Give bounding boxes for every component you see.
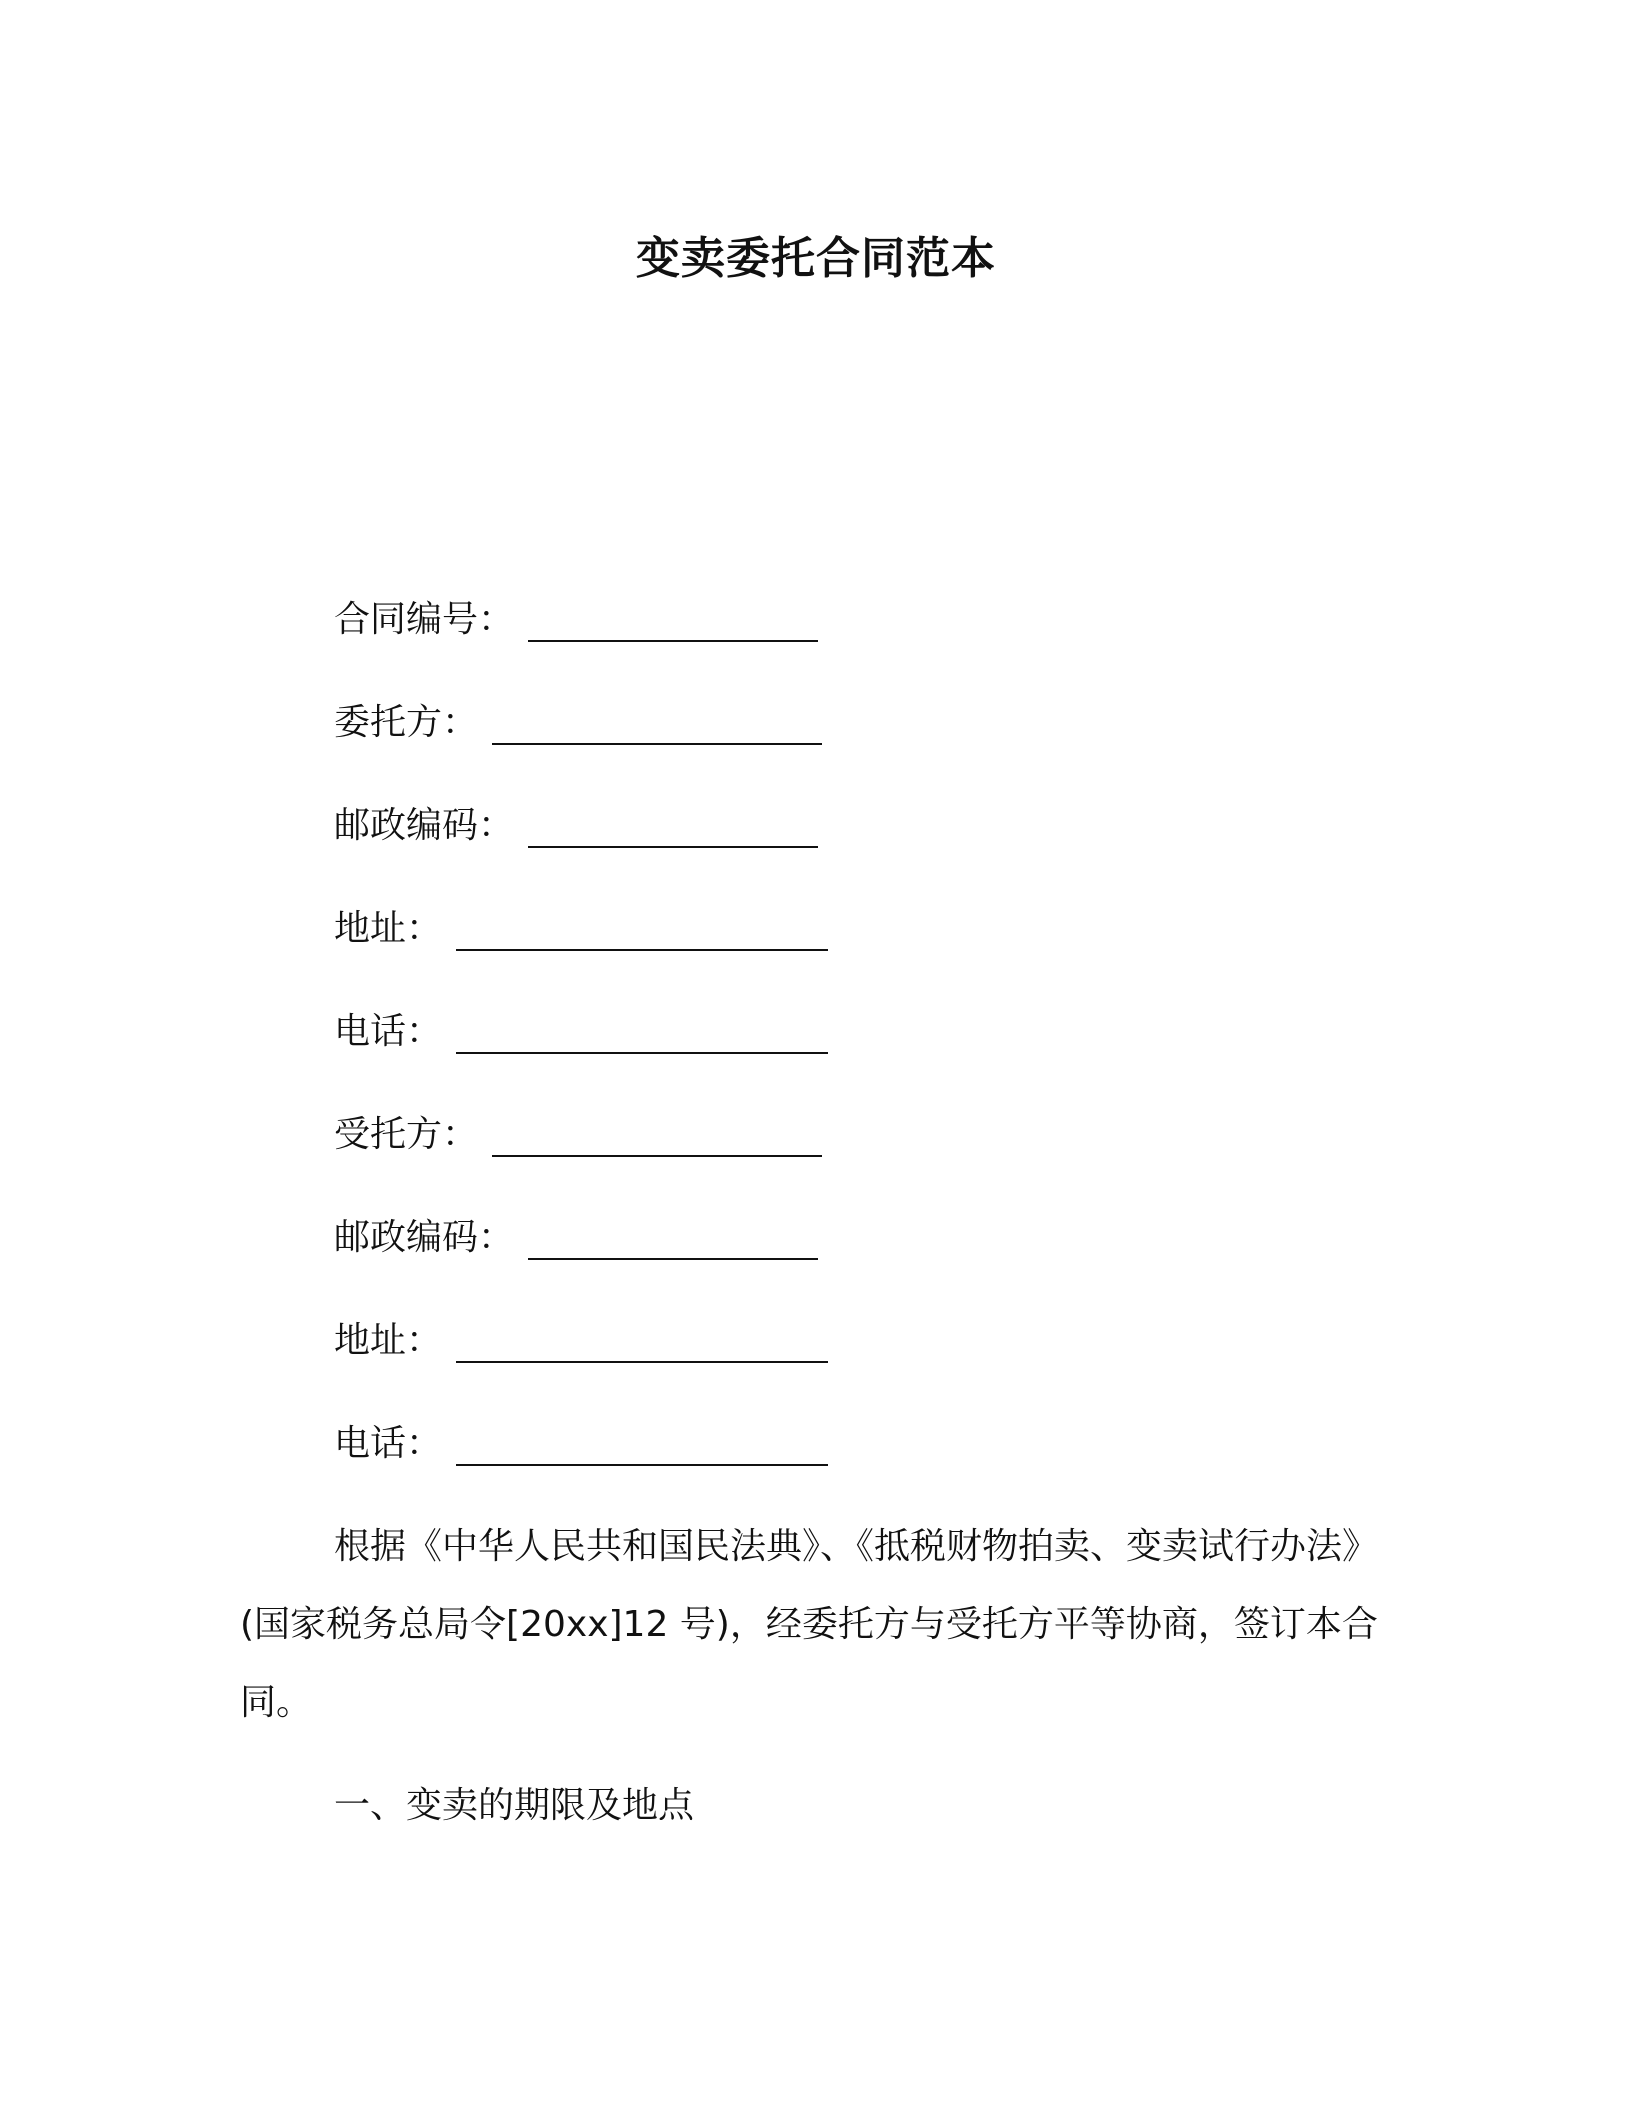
contract-number-field bbox=[334, 598, 818, 642]
agent-label: 受托方： bbox=[334, 1114, 479, 1155]
agent-postcode-blank bbox=[528, 1222, 818, 1260]
principal-blank bbox=[492, 707, 822, 745]
agent-phone-field bbox=[334, 1422, 828, 1466]
principal-phone-label: 电话： bbox=[334, 1011, 443, 1052]
principal-field bbox=[334, 701, 822, 745]
principal-phone-blank bbox=[456, 1016, 828, 1054]
principal-postcode-field bbox=[334, 804, 818, 848]
principal-address-blank bbox=[456, 913, 828, 951]
agent-address-label: 地址： bbox=[334, 1320, 443, 1361]
principal-phone-field bbox=[334, 1010, 828, 1054]
agent-address-field bbox=[334, 1319, 828, 1363]
principal-postcode-label: 邮政编码： bbox=[334, 805, 515, 846]
agent-blank bbox=[492, 1119, 822, 1157]
agent-phone-label: 电话： bbox=[334, 1423, 443, 1464]
agent-field bbox=[334, 1113, 822, 1157]
principal-postcode-blank bbox=[528, 810, 818, 848]
document-title: 变卖委托合同范本 bbox=[636, 233, 996, 284]
agent-phone-blank bbox=[456, 1428, 828, 1466]
agent-postcode-field bbox=[334, 1216, 818, 1260]
principal-address-label: 地址： bbox=[334, 908, 443, 949]
intro-paragraph: 根据《中华人民共和国民法典》、《抵税财物拍卖、变卖试行办法》(国家税务总局令[20xx]12 号)，经委托方与受托方平等协商，签订本合同。 bbox=[240, 1526, 1379, 1723]
principal-address-field bbox=[334, 907, 828, 951]
agent-postcode-label: 邮政编码： bbox=[334, 1217, 515, 1258]
contract-number-blank bbox=[528, 604, 818, 642]
principal-label: 委托方： bbox=[334, 702, 479, 743]
agent-address-blank bbox=[456, 1325, 828, 1363]
contract-number-label: 合同编号： bbox=[334, 599, 515, 640]
section-1-heading: 一、变卖的期限及地点 bbox=[334, 1785, 695, 1826]
